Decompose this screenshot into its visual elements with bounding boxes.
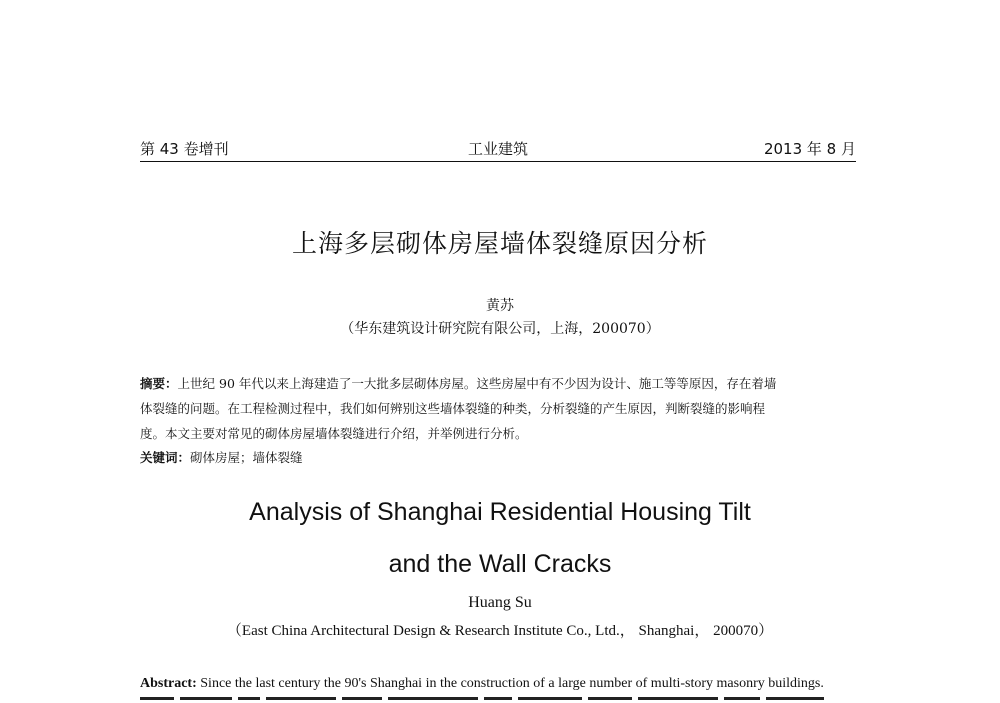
cropped-text-line bbox=[140, 697, 840, 703]
abstract-chinese bbox=[140, 371, 856, 446]
volume-label: 第 43 卷增刊 bbox=[140, 140, 229, 158]
title-english-line1: Analysis of Shanghai Residential Housing Tilt bbox=[249, 498, 751, 526]
abstract-en-label: Abstract: bbox=[140, 676, 197, 691]
abstract-label: 摘要： bbox=[140, 376, 178, 391]
author-english: Huang Su bbox=[468, 594, 532, 611]
affiliation-chinese: （华东建筑设计研究院有限公司，上海，200070） bbox=[340, 321, 660, 337]
title-chinese: 上海多层砌体房屋墙体裂缝原因分析 bbox=[291, 229, 708, 258]
issue-date: 2013 年 8 月 bbox=[763, 140, 856, 158]
abstract-en-text: Since the last century the 90's Shanghai in the construction of a large number of multi-story masonry buildings. bbox=[196, 676, 824, 691]
abstract-line: 度。本文主要对常见的砌体房屋墙体裂缝进行介绍，并举例进行分析。 bbox=[140, 426, 528, 441]
running-header bbox=[140, 138, 856, 160]
affiliation-english: （East China Architectural Design & Research Institute Co., Ltd.， Shanghai， 200070） bbox=[226, 623, 774, 639]
abstract-english bbox=[140, 671, 856, 697]
abstract-line: 体裂缝的问题。在工程检测过程中，我们如何辨别这些墙体裂缝的种类，分析裂缝的产生原因，判断裂缝的影响程 bbox=[140, 401, 766, 416]
journal-name: 工业建筑 bbox=[467, 140, 528, 158]
keywords-label: 关键词： bbox=[140, 450, 191, 465]
header-rule bbox=[140, 161, 856, 162]
abstract-line: 摘要：上世纪 90 年代以来上海建造了一大批多层砌体房屋。这些房屋中有不少因为设计、施工等等原因，存在着墙 bbox=[140, 376, 777, 391]
title-english-line2: and the Wall Cracks bbox=[388, 550, 612, 578]
keywords-chinese bbox=[140, 448, 856, 466]
author-chinese: 黄苏 bbox=[486, 298, 514, 314]
keywords-text: 砌体房屋；墙体裂缝 bbox=[190, 450, 303, 465]
